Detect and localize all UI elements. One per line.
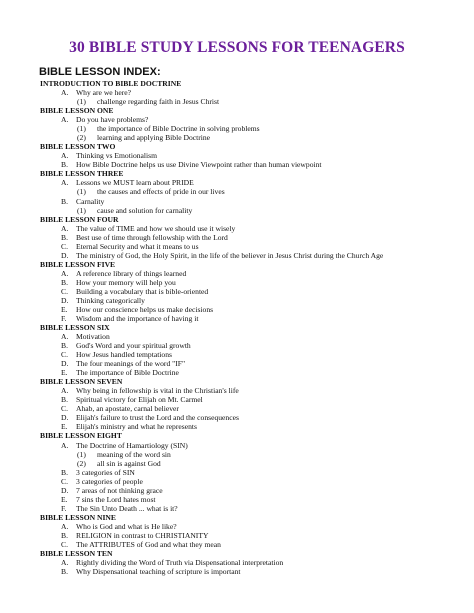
outline-marker: (2): [77, 458, 86, 468]
outline-text: learning and applying Bible Doctrine: [97, 133, 211, 143]
outline-marker: A.: [61, 386, 69, 396]
outline-marker: C.: [61, 286, 68, 296]
lesson-heading: BIBLE LESSON FIVE: [40, 259, 116, 269]
outline-marker: (1): [77, 449, 86, 459]
outline-text: The value of TIME and how we should use it wisely: [76, 223, 236, 233]
outline-marker: A.: [61, 88, 69, 97]
outline-marker: B.: [61, 567, 68, 576]
outline-text: Rightly dividing the Word of Truth via Dispensational interpretation: [76, 558, 284, 567]
outline-text: How Jesus handled temptations: [76, 350, 172, 360]
outline-text: A reference library of things learned: [76, 268, 187, 278]
outline-text: Lessons we MUST learn about PRIDE: [76, 178, 194, 188]
outline-text: How your memory will help you: [76, 277, 176, 287]
outline-marker: F.: [61, 503, 67, 513]
outline-marker: A.: [61, 440, 69, 450]
outline-text: Building a vocabulary that is bible-oriented: [76, 286, 209, 296]
outline-marker: A.: [61, 332, 69, 341]
outline-text: RELIGION in contrast to CHRISTIANITY: [76, 530, 209, 540]
outline-text: The ministry of God, the Holy Spirit, in the life of the believer in Jesus Christ during the Church Age: [76, 250, 384, 260]
outline-text: The Doctrine of Hamartiology (SIN): [76, 440, 188, 450]
outline-text: Spiritual victory for Elijah on Mt. Carmel: [76, 395, 203, 405]
outline-text: Elijah's ministry and what he represents: [76, 422, 197, 432]
outline-text: Who is God and what is He like?: [76, 521, 177, 531]
outline-text: How Bible Doctrine helps us use Divine Viewpoint rather than human viewpoint: [76, 160, 322, 170]
outline-text: cause and solution for carnality: [97, 205, 193, 215]
outline-marker: C.: [61, 241, 68, 251]
outline-text: 3 categories of people: [76, 476, 143, 486]
outline-marker: E.: [61, 368, 68, 378]
outline-text: God's Word and your spiritual growth: [76, 341, 191, 351]
outline-text: Motivation: [76, 332, 110, 341]
outline-marker: B.: [61, 196, 68, 206]
outline-text: challenge regarding faith in Jesus Christ: [97, 97, 220, 107]
outline-text: Do you have problems?: [76, 115, 149, 125]
document-title: 30 BIBLE STUDY LESSONS FOR TEENAGERS: [69, 39, 405, 56]
outline-marker: B.: [61, 530, 68, 540]
outline-text: The four meanings of the word "IF": [76, 359, 186, 369]
outline-text: Wisdom and the importance of having it: [76, 314, 199, 323]
outline-text: The importance of Bible Doctrine: [76, 368, 179, 378]
outline-marker: B.: [61, 160, 68, 170]
lesson-heading: BIBLE LESSON THREE: [40, 169, 124, 179]
outline-marker: (1): [77, 205, 86, 215]
outline-text: Why Dispensational teaching of scripture is important: [76, 567, 241, 576]
outline-text: 3 categories of SIN: [76, 467, 135, 477]
outline-marker: E.: [61, 494, 68, 504]
outline-marker: D.: [61, 295, 69, 305]
outline-text: The ATTRIBUTES of God and what they mean: [76, 539, 221, 549]
outline-marker: C.: [61, 476, 68, 486]
outline-marker: C.: [61, 350, 68, 360]
lesson-heading: BIBLE LESSON TWO: [40, 142, 116, 152]
outline-text: Why being in fellowship is vital in the Christian's life: [76, 386, 239, 396]
outline-marker: B.: [61, 277, 68, 287]
outline-text: meaning of the word sin: [97, 449, 171, 459]
outline-text: Why are we here?: [76, 88, 132, 97]
lesson-heading: BIBLE LESSON TEN: [40, 548, 113, 558]
outline-marker: A.: [61, 151, 69, 161]
outline-text: Thinking vs Emotionalism: [76, 151, 157, 161]
outline-text: Eternal Security and what it means to us: [76, 241, 199, 251]
lesson-topic: [61, 567, 241, 577]
index-heading: BIBLE LESSON INDEX:: [39, 66, 161, 78]
outline-marker: A.: [61, 558, 69, 567]
outline-marker: C.: [61, 539, 68, 549]
outline-marker: E.: [61, 304, 68, 314]
outline-marker: B.: [61, 395, 68, 405]
outline-text: Ahab, an apostate, carnal believer: [76, 404, 179, 414]
lesson-heading: BIBLE LESSON FOUR: [40, 214, 119, 224]
outline-text: the causes and effects of pride in our lives: [97, 187, 225, 197]
outline-marker: B.: [61, 232, 68, 242]
outline-text: 7 areas of not thinking grace: [76, 485, 163, 495]
lesson-heading: INTRODUCTION TO BIBLE DOCTRINE: [40, 79, 182, 88]
outline-marker: (1): [77, 97, 86, 107]
outline-marker: F.: [61, 314, 67, 323]
outline-marker: (1): [77, 187, 86, 197]
outline-text: The Sin Unto Death ... what is it?: [76, 503, 178, 513]
outline-text: Best use of time through fellowship with the Lord: [76, 232, 228, 242]
outline-text: the importance of Bible Doctrine in solving problems: [97, 124, 260, 134]
outline-text: Carnality: [76, 196, 105, 206]
outline-marker: D.: [61, 250, 69, 260]
outline-marker: B.: [61, 341, 68, 351]
outline-text: 7 sins the Lord hates most: [76, 494, 156, 504]
lesson-heading: BIBLE LESSON ONE: [40, 106, 114, 116]
outline-marker: B.: [61, 467, 68, 477]
lesson-heading: BIBLE LESSON SIX: [40, 323, 110, 332]
lesson-heading: BIBLE LESSON SEVEN: [40, 377, 123, 387]
outline-marker: D.: [61, 359, 69, 369]
outline-text: all sin is against God: [97, 458, 161, 468]
outline-marker: A.: [61, 178, 69, 188]
outline-text: Thinking categorically: [76, 295, 145, 305]
outline-marker: D.: [61, 413, 69, 423]
outline-marker: A.: [61, 521, 69, 531]
outline-marker: C.: [61, 404, 68, 414]
lesson-heading: BIBLE LESSON NINE: [40, 512, 116, 522]
outline-marker: E.: [61, 422, 68, 432]
outline-marker: (1): [77, 124, 86, 134]
outline-text: Elijah's failure to trust the Lord and the consequences: [76, 413, 239, 423]
outline-marker: A.: [61, 268, 69, 278]
outline-marker: A.: [61, 223, 69, 233]
outline-marker: D.: [61, 485, 69, 495]
outline-text: How our conscience helps us make decisions: [76, 304, 214, 314]
lesson-heading: BIBLE LESSON EIGHT: [40, 431, 122, 441]
outline-marker: (2): [77, 133, 86, 143]
outline-marker: A.: [61, 115, 69, 125]
